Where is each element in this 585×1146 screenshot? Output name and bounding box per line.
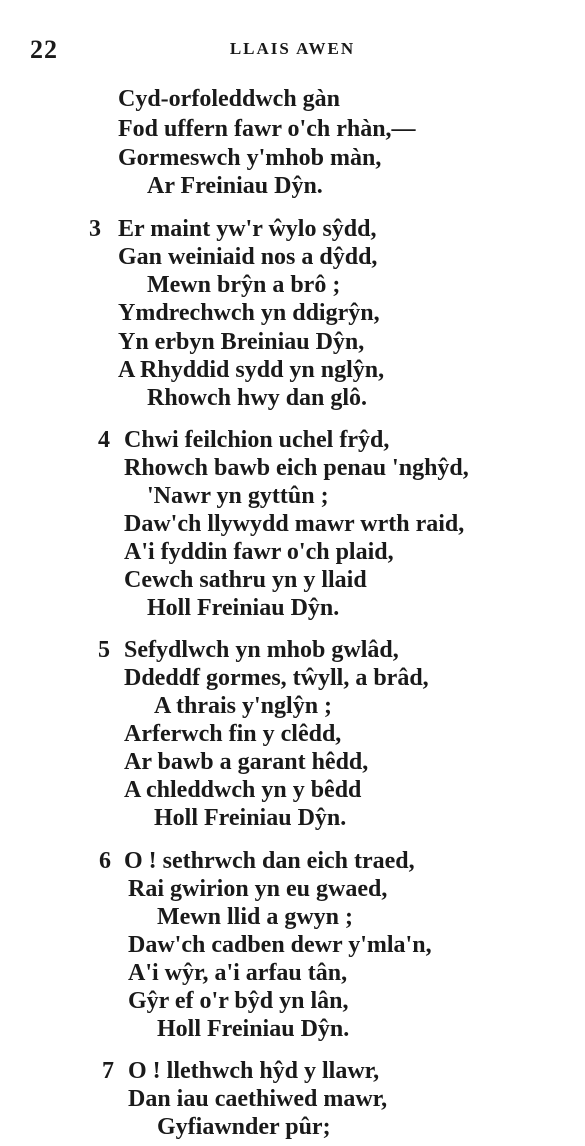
verse-line: Dan iau caethiwed mawr, [128, 1086, 388, 1112]
verse-line: Ar Freiniau Dŷn. [147, 173, 323, 199]
verse-line: O ! llethwch hŷd y llawr, [128, 1058, 380, 1084]
page-number: 22 [30, 35, 58, 64]
verse-line: Holl Freiniau Dŷn. [147, 595, 340, 621]
verse-line: Ddeddf gormes, tŵyll, a brâd, [124, 665, 429, 691]
verse-line: Yn erbyn Breiniau Dŷn, [118, 329, 365, 355]
verse-line: O ! sethrwch dan eich traed, [124, 848, 415, 874]
verse-line: A thrais y'nglŷn ; [154, 693, 333, 719]
verse-line: Fod uffern fawr o'ch rhàn,— [118, 116, 416, 142]
verse-line: Daw'ch llywydd mawr wrth raid, [124, 511, 465, 537]
verse-line: Rhowch hwy dan glô. [147, 385, 368, 411]
verse-line: A Rhyddid sydd yn nglŷn, [118, 357, 385, 383]
verse-line: Gan weiniaid nos a dŷdd, [118, 244, 378, 270]
verse-line: Cewch sathru yn y llaid [124, 567, 367, 593]
verse-line: Ar bawb a garant hêdd, [124, 749, 369, 775]
verse-line: Er maint yw'r ŵylo sŷdd, [118, 216, 377, 242]
verse-line: A chleddwch yn y bêdd [124, 777, 362, 803]
verse-line: Rai gwirion yn eu gwaed, [128, 876, 388, 902]
verse-line: A'i fyddin fawr o'ch plaid, [124, 539, 394, 565]
verse-line: Holl Freiniau Dŷn. [154, 805, 347, 831]
verse-line: Ymdrechwch yn ddigrŷn, [118, 300, 380, 326]
verse-line: Holl Freiniau Dŷn. [157, 1016, 350, 1042]
stanza-number: 3 [89, 216, 101, 242]
stanza-number: 5 [98, 637, 110, 663]
verse-line: Mewn brŷn a brô ; [147, 272, 341, 298]
verse-line: Gormeswch y'mhob màn, [118, 145, 382, 171]
stanza-number: 4 [98, 427, 110, 453]
verse-line: 'Nawr yn gyttûn ; [147, 483, 329, 509]
verse-line: Mewn llid a gwyn ; [157, 904, 354, 930]
verse-line: Sefydlwch yn mhob gwlâd, [124, 637, 399, 663]
verse-line: Daw'ch cadben dewr y'mla'n, [128, 932, 432, 958]
verse-line: A'i wŷr, a'i arfau tân, [128, 960, 348, 986]
verse-line: Rhowch bawb eich penau 'nghŷd, [124, 455, 469, 481]
running-title: LLAIS AWEN [229, 39, 356, 58]
verse-line: Gyfiawnder pûr; [157, 1114, 331, 1140]
stanza-number: 7 [102, 1058, 114, 1084]
verse-line: Arferwch fin y clêdd, [124, 721, 342, 747]
verse-line: Cyd-orfoleddwch gàn [118, 86, 341, 112]
verse-line: Gŷr ef o'r bŷd yn lân, [128, 988, 349, 1014]
verse-line: Chwi feilchion uchel frŷd, [124, 427, 390, 453]
stanza-number: 6 [99, 848, 111, 874]
